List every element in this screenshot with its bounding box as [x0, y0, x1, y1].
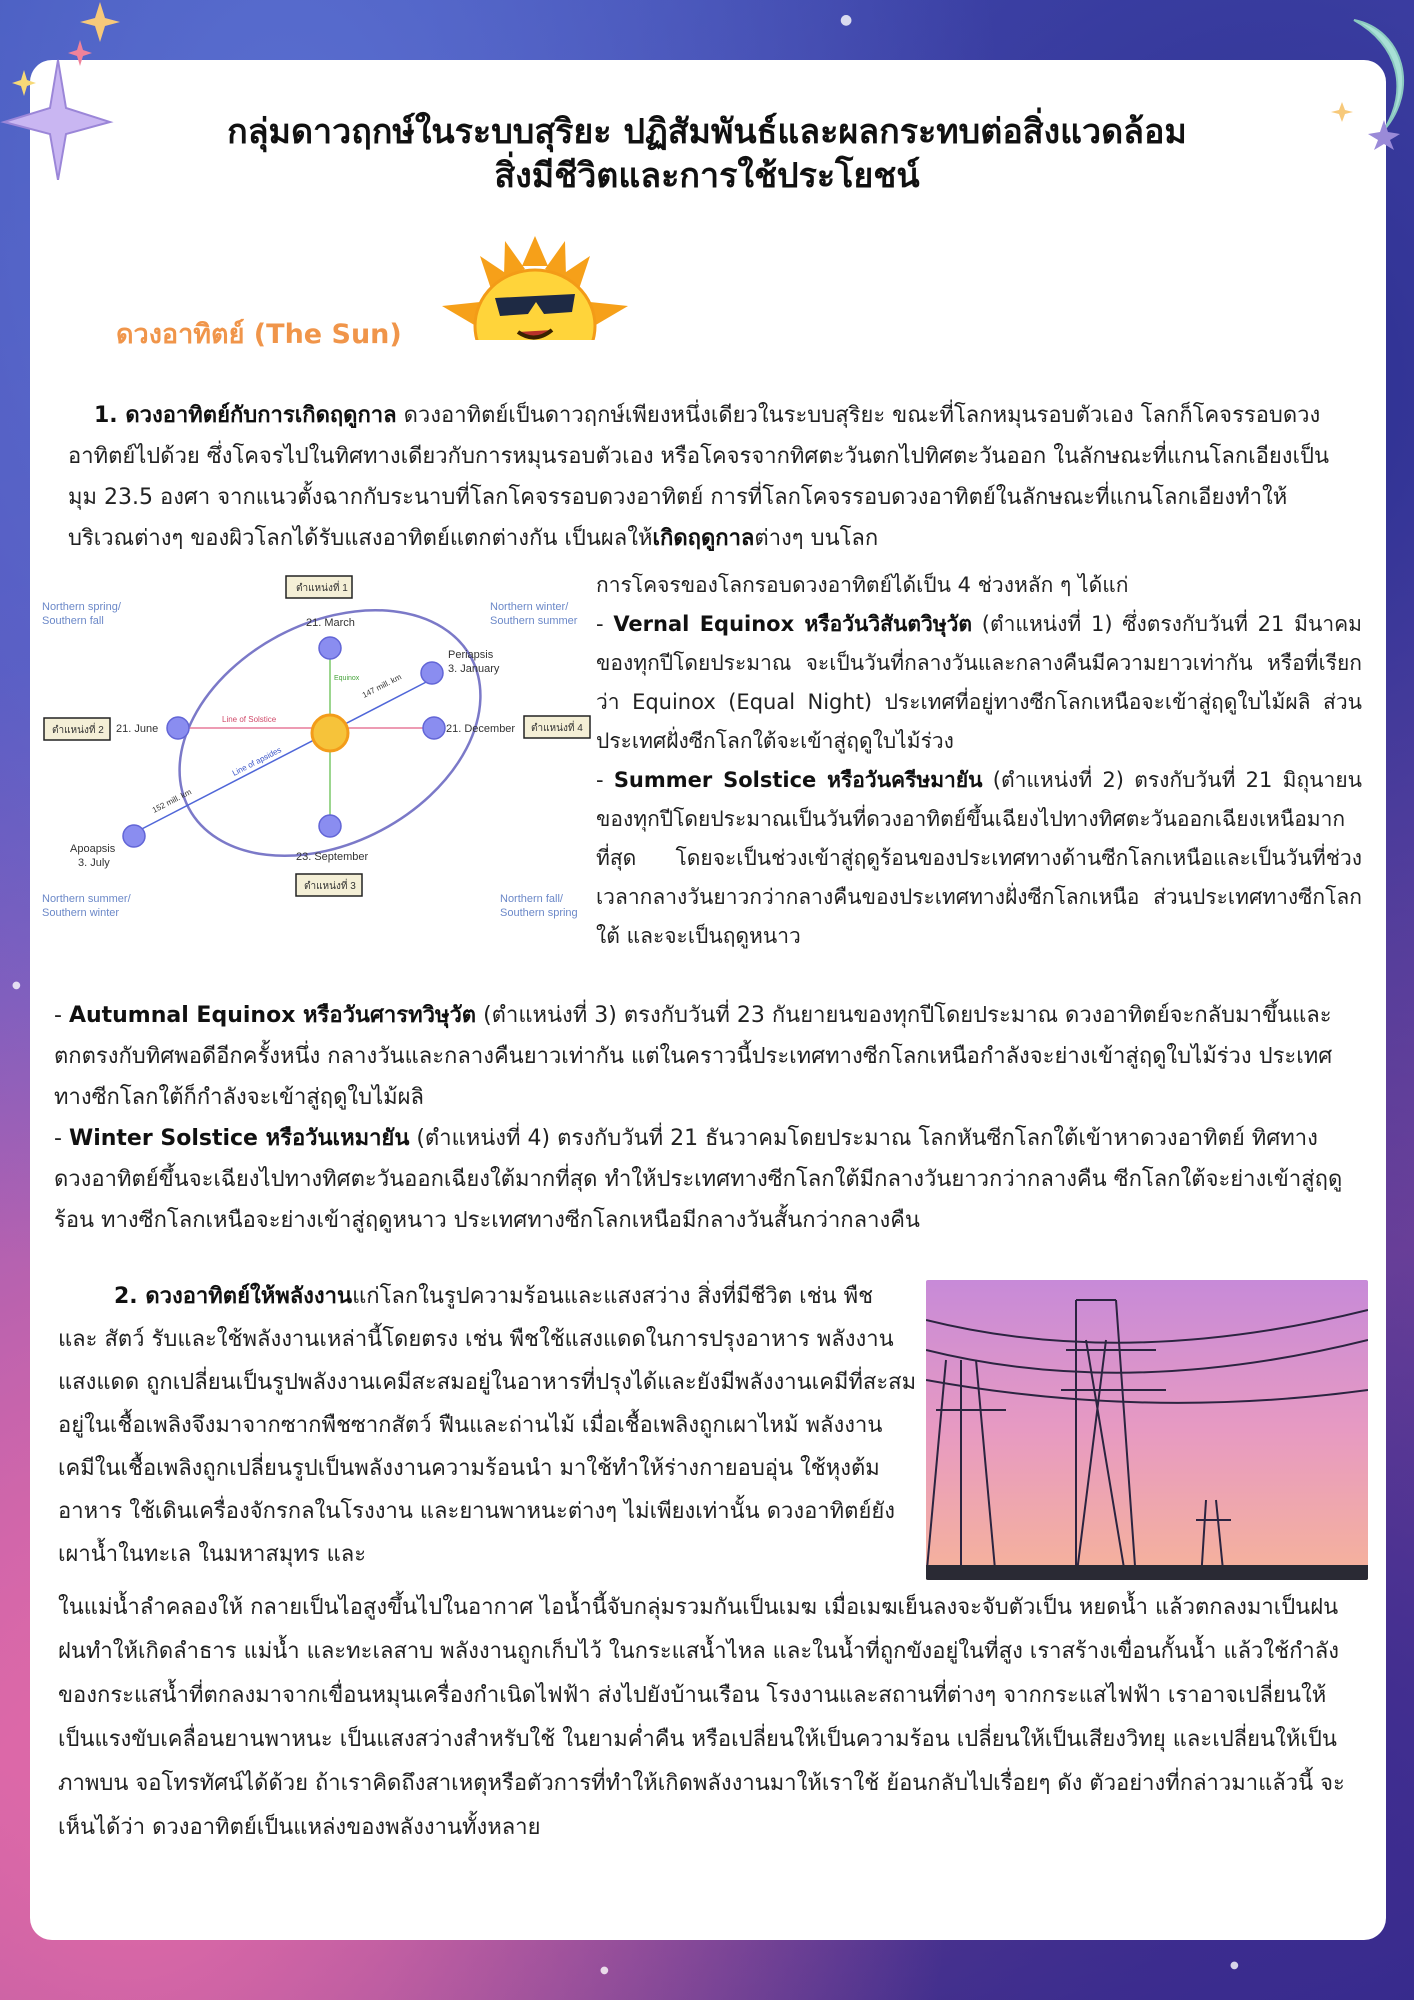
power-tower-photo: [926, 1280, 1368, 1580]
sept-label: 23. September: [296, 851, 369, 863]
season-label: Southern summer: [490, 615, 578, 627]
earth-marker: [319, 637, 341, 659]
autumn-winter-paragraph: - Autumnal Equinox หรือวันศารทวิษุวัต (ตำแหน่งที่ 3) ตรงกับวันที่ 23 กันยายนของทุกปีโดยประมาณ ดวงอาทิตย์จะกลับมาขึ้นและตกตรงกับทิศพอดีอีกครั้งหนึ่ง กลางวันและกลางคืนยาวเท่ากัน แต่ในคราวนี้ประเทศทางซีกโลกเหนือกำลังจะย่างเข้าสู่ฤดูใบไม้ร่วง ประเทศทางซีกโลกใต้ก็กำลังจะเข้าสู่ฤดูใบไม้ผลิ - Winter Solstice หรือวันเหมายัน (ตำแหน่งที่ 4) ตรงกับวันที่ 21 ธันวาคมโดยประมาณ โลกหันซีกโลกใต้เข้าหาดวงอาทิตย์ ทิศทางดวงอาทิตย์ขึ้นจะเฉียงไปทางทิศตะวันออกเฉียงใต้มากที่สุด ทำให้ประเทศทางซีกโลกใต้มีกลางวันยาวกว่ากลางคืน ซีกโลกใต้จะย่างเข้าสู่ฤดูร้อน ทางซีกโลกเหนือจะย่างเข้าสู่ฤดูหนาว ประเทศทางซีกโลกเหนือมีกลางวันสั้นกว่ากลางคืน: [54, 1003, 1343, 1233]
earth-marker: [123, 825, 145, 847]
march-label: 21. March: [306, 617, 355, 629]
section2-paragraph: 2. ดวงอาทิตย์ให้พลังงานแก่โลกในรูปความร้อนและแสงสว่าง สิ่งที่มีชีวิต เช่น พืช และ สัตว์ รับและใช้พลังงานเหล่านี้โดยตรง เช่น พืชใช้แสงแดดในการปรุงอาหาร พลังงานแสงแดด ถูกเปลี่ยนเป็นรูปพลังงานเคมีสะสมอยู่ในอาหารที่ปรุงได้และยังมีพลังงานเคมีที่สะสมอยู่ในเชื้อเพลิงจึงมาจากซากพืชซากสัตว์ ฟืนและถ่านไม้ เมื่อเชื้อเพลิงถูกเผาไหม้ พลังงานเคมีในเชื้อเพลิงถูกเปลี่ยนรูปเป็นพลังงานความร้อนนำ มาใช้ทำให้ร่างกายอบอุ่น ใช้หุงต้มอาหาร ใช้เดินเครื่องจักรกลในโรงงาน และยานพาหนะต่างๆ ไม่เพียงเท่านั้น ดวงอาทิตย์ยังเผาน้ำในทะเล ในมหาสมุทร และ: [58, 1284, 917, 1567]
star-icon: ●: [1230, 1960, 1239, 1971]
pos1-label: ตำแหน่งที่ 1: [296, 583, 348, 594]
season-label: Northern spring/: [42, 601, 121, 613]
sun-heading: ดวงอาทิตย์ (The Sun): [116, 319, 402, 350]
distance-label: 147 mill. km: [360, 672, 403, 700]
pos3-label: ตำแหน่งที่ 3: [304, 881, 356, 892]
earth-marker: [423, 717, 445, 739]
star-icon: ●: [12, 980, 21, 991]
solstice-line-label: Line of Solstice: [222, 715, 277, 724]
season-label: Southern winter: [42, 907, 120, 919]
periapsis-date: 3. January: [448, 663, 500, 675]
season-label: Northern summer/: [42, 893, 131, 905]
equinox-line-label: Equinox: [334, 675, 360, 682]
star-icon: ●: [600, 1965, 609, 1976]
sun-with-sunglasses-icon: [440, 236, 630, 346]
orbit-text-column: การโคจรของโลกรอบดวงอาทิตย์ได้เป็น 4 ช่วงหลัก ๆ ได้แก่ - Vernal Equinox หรือวันวิสันตวิษุวัต (ตำแหน่งที่ 1) ซึ่งตรงกับวันที่ 21 มีนาคม ของทุกปีโดยประมาณ จะเป็นวันที่กลางวันและกลางคืนมีความยาวเท่ากัน หรือที่เรียกว่า Equinox (Equal Night) ประเทศที่อยู่ทางซีกโลกเหนือจะเข้าสู่ฤดูใบไม้ผลิ ส่วนประเทศฝั่งซีกโลกใต้จะเข้าสู่ฤดูใบไม้ร่วง - Summer Solstice หรือวันครีษมายัน (ตำแหน่งที่ 2) ตรงกับวันที่ 21 มิถุนายนของทุกปีโดยประมาณเป็นวันที่ดวงอาทิตย์ขึ้นเฉียงไปทางทิศตะวันออกเฉียงเหนือมากที่สุด โดยจะเป็นช่วงเข้าสู่ฤดูร้อนของประเทศทางด้านซีกโลกเหนือและเป็นวันที่ช่วงเวลากลางวันยาวกว่ากลางคืนของประเทศทางฝั่งซีกโลกเหนือ ส่วนประเทศทางซีกโลกใต้ และจะเป็นฤดูหนาว: [596, 573, 1362, 948]
apoapsis-label: Apoapsis: [70, 843, 116, 855]
june-label: 21. June: [116, 723, 159, 735]
earth-marker: [319, 815, 341, 837]
section1-paragraph: 1. ดวงอาทิตย์กับการเกิดฤดูกาล ดวงอาทิตย์เป็นดาวฤกษ์เพียงหนึ่งเดียวในระบบสุริยะ ขณะที่โลกหมุนรอบตัวเอง โลกก็โคจรรอบดวงอาทิตย์ไปด้วย ซึ่งโคจรไปในทิศทางเดียวกับการหมุนรอบตัวเอง หรือโคจรจากทิศตะวันตกไปทิศตะวันออก ในลักษณะที่แกนโลกเอียงเป็นมุม 23.5 องศา จากแนวตั้งฉากกับระนาบที่โลกโคจรรอบดวงอาทิตย์ การที่โลกโคจรรอบดวงอาทิตย์ในลักษณะที่แกนโลกเอียงทำให้บริเวณต่างๆ ของผิวโลกได้รับแสงอาทิตย์แตกต่างกัน เป็นผลให้เกิดฤดูกาลต่างๆ บนโลก: [68, 403, 1330, 551]
periapsis-label: Periapsis: [448, 649, 494, 661]
season-label: Southern spring: [500, 907, 578, 919]
page-title: กลุ่มดาวฤกษ์ในระบบสุริยะ ปฏิสัมพันธ์และผลกระทบต่อสิ่งแวดล้อม สิ่งมีชีวิตและการใช้ประโยชน์: [227, 112, 1187, 196]
season-label: Southern fall: [42, 615, 104, 627]
dec-label: 21. December: [446, 723, 516, 735]
pos2-label: ตำแหน่งที่ 2: [52, 725, 104, 736]
star-icon: ●: [840, 12, 853, 28]
distance-label: 152 mill. km: [150, 787, 193, 815]
season-label: Northern fall/: [500, 893, 563, 905]
earth-marker: [167, 717, 189, 739]
earth-orbit-diagram: [34, 568, 594, 928]
apsides-line-label: Line of apsides: [230, 745, 283, 778]
season-label: Northern winter/: [490, 601, 569, 613]
pos4-label: ตำแหน่งที่ 4: [531, 723, 583, 734]
apoapsis-date: 3. July: [78, 857, 110, 869]
section2-continued: ในแม่น้ำลำคลองให้ กลายเป็นไอสูงขึ้นไปในอากาศ ไอน้ำนี้จับกลุ่มรวมกันเป็นเมฆ เมื่อเมฆเย็นลงจะจับตัวเป็น หยดน้ำ แล้วตกลงมาเป็นฝน ฝนทำให้เกิดลำธาร แม่น้ำ และทะเลสาบ พลังงานถูกเก็บไว้ ในกระแสน้ำไหล และในน้ำที่ถูกขังอยู่ในที่สูง เราสร้างเขื่อนกั้นน้ำ แล้วใช้กำลังของกระแสน้ำที่ตกลงมาจากเขื่อนหมุนเครื่องกำเนิดไฟฟ้า ส่งไปยังบ้านเรือน โรงงานและสถานที่ต่างๆ จากกระแสไฟฟ้า เราอาจเปลี่ยนให้เป็นแรงขับเคลื่อนยานพาหนะ เป็นแสงสว่างสำหรับใช้ ในยามค่ำคืน หรือเปลี่ยนให้เป็นความร้อน เปลี่ยนให้เป็นเสียงวิทยุ และเปลี่ยนให้เป็นภาพบน จอโทรทัศน์ได้ด้วย ถ้าเราคิดถึงสาเหตุหรือตัวการที่ทำให้เกิดพลังงานมาให้เราใช้ ย้อนกลับไปเรื่อยๆ ดัง ตัวอย่างที่กล่าวมาแล้วนี้ จะเห็นได้ว่า ดวงอาทิตย์เป็นแหล่งของพลังงานทั้งหลาย: [58, 1595, 1345, 1840]
earth-marker: [421, 662, 443, 684]
